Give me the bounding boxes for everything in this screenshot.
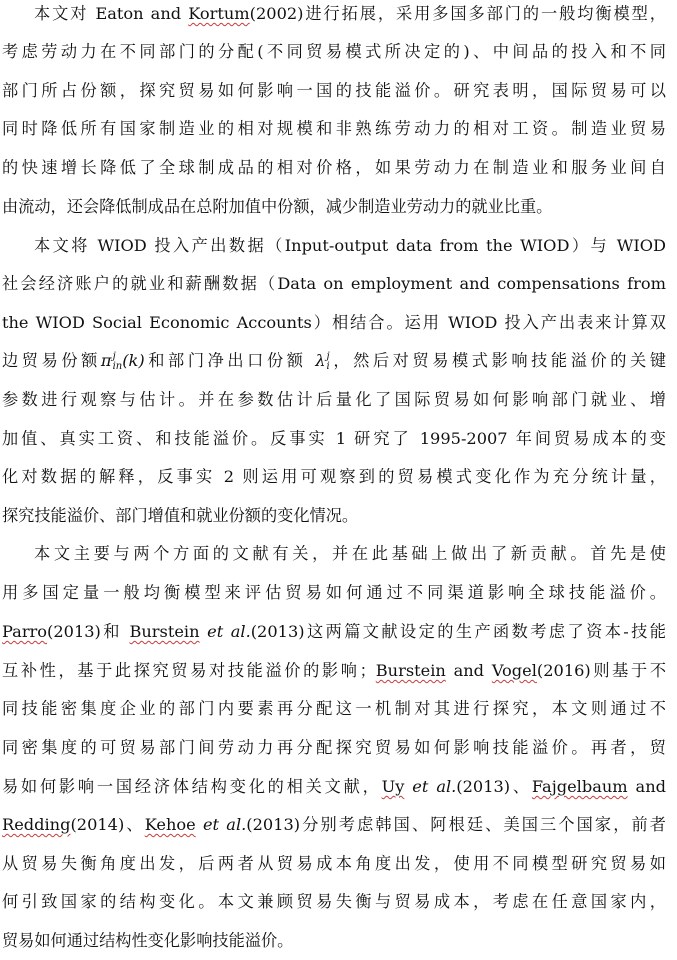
- text-run: 的快速增长降低了全球制成品的相对价格，如果劳动力在制造业和服务业间自: [2, 158, 666, 177]
- paragraph-3-line-6: [2, 729, 666, 767]
- text-run: 互补性，基于此探究贸易对技能溢价的影响；: [2, 661, 376, 680]
- italic-text: et al.: [412, 777, 457, 796]
- text-run: 由流动，还会降低制成品在总附加值中份额，减少制造业劳动力的就业比重。: [2, 197, 553, 216]
- paragraph-1-line-3: [2, 72, 666, 110]
- text-run: the WIOD Social Economic Accounts）相结合。运用 WIOD 投入产出表来计算双: [2, 313, 666, 332]
- formula-subscript: i: [326, 360, 330, 372]
- text-run: 从贸易失衡角度出发，后两者从贸易成本角度出发，使用不同模型研究贸易如: [2, 854, 666, 873]
- text-run: 同时降低所有国家制造业的相对规模和非熟练劳动力的相对工资。制造业贸易: [2, 119, 666, 138]
- italic-text: et al.: [202, 815, 247, 834]
- paragraph-2-line-1: [34, 227, 666, 265]
- text-run: (2013)这两篇文献设定的生产函数考虑了资本-技能: [250, 622, 666, 641]
- text-run: (2013)、: [456, 777, 532, 796]
- text-run: 何引致国家的结构变化。本文兼顾贸易失衡与贸易成本，考虑在任意国家内，: [2, 892, 666, 911]
- text-run: 本文主要与两个方面的文献有关，并在此基础上做出了新贡献。首先是使: [34, 544, 666, 563]
- spellcheck-word: Kehoe: [144, 815, 196, 834]
- spellcheck-word: Burstein: [375, 661, 446, 680]
- paragraph-2-line-6: [2, 420, 666, 458]
- spellcheck-word: Burstein: [129, 622, 200, 641]
- paragraph-1-line-6: [2, 188, 666, 226]
- formula-subscript: in: [112, 360, 123, 372]
- paragraph-3-line-9: [2, 845, 666, 883]
- paragraph-2-line-8: [2, 497, 666, 535]
- text-run: (2016)则基于不: [536, 661, 666, 680]
- formula-superscript: j: [326, 350, 330, 362]
- italic-text: et al.: [207, 622, 251, 641]
- paragraph-3-line-7: [2, 768, 666, 806]
- text-run: (2002)进行拓展，采用多国多部门的一般均衡模型，: [249, 4, 666, 23]
- trade-share-formula: [101, 351, 145, 370]
- spellcheck-word: Vogel: [491, 661, 537, 680]
- paragraph-2-line-2: [2, 265, 666, 303]
- text-run: 化对数据的解释，反事实 2 则运用可观察到的贸易模式变化作为充分统计量，: [2, 467, 666, 486]
- text-run: 社会经济账户的就业和薪酬数据（Data on employment and compensations from: [2, 274, 666, 293]
- text-run: [196, 815, 203, 834]
- spellcheck-word: Uy: [381, 777, 405, 796]
- text-run: 加值、真实工资、和技能溢价。反事实 1 研究了 1995-2007 年间贸易成本的变: [2, 429, 666, 448]
- paragraph-3-line-4: [2, 652, 666, 690]
- text-run: and: [627, 777, 666, 796]
- paragraph-1-line-4: [2, 110, 666, 148]
- formula-base: π: [100, 351, 112, 370]
- text-run: 易如何影响一国经济体结构变化的相关文献，: [2, 777, 382, 796]
- paragraph-2-line-4: [2, 342, 666, 380]
- text-run: 参数进行观察与估计。并在参数估计后量化了国际贸易如何影响部门就业、增: [2, 390, 666, 409]
- text-run: ，然后对贸易模式影响技能溢价的关键: [329, 351, 666, 370]
- paragraph-3-line-10: [2, 883, 666, 921]
- spellcheck-word: Redding: [2, 815, 71, 834]
- text-run: 同技能密集度企业的部门内要素再分配这一机制对其进行探究，本文则通过不: [2, 699, 666, 718]
- text-run: 边贸易份额: [2, 351, 101, 370]
- text-run: and: [445, 661, 492, 680]
- text-run: 本文将 WIOD 投入产出数据（Input-output data from the WIOD）与 WIOD: [34, 236, 666, 255]
- spellcheck-word: Fajgelbaum: [531, 777, 628, 796]
- formula-superscript: j: [112, 350, 116, 362]
- formula-argument: (k): [122, 351, 145, 370]
- paragraph-3-line-8: [2, 806, 666, 844]
- text-run: (2013)分别考虑韩国、阿根廷、美国三个国家，前者: [246, 815, 666, 834]
- formula-base: λ: [315, 351, 326, 370]
- text-run: (2014)、: [70, 815, 145, 834]
- paragraph-3-line-11: [2, 922, 666, 960]
- text-run: (2013)和: [47, 622, 130, 641]
- text-run: 和部门净出口份额: [144, 351, 316, 370]
- paragraph-1-line-1: [34, 0, 666, 33]
- text-run: 考虑劳动力在不同部门的分配(不同贸易模式所决定的)、中间品的投入和不同: [2, 42, 666, 61]
- text-run: 探究技能溢价、部门增值和就业份额的变化情况。: [2, 506, 359, 525]
- paragraph-1-line-5: [2, 149, 666, 187]
- paragraph-3-line-1: [34, 535, 666, 573]
- paragraph-1-line-2: [2, 33, 666, 71]
- paragraph-3-line-5: [2, 690, 666, 728]
- text-run: 同密集度的可贸易部门间劳动力再分配探究贸易如何影响技能溢价。再者，贸: [2, 738, 666, 757]
- spellcheck-word: Parro: [2, 622, 48, 641]
- text-run: 本文对 Eaton and: [34, 4, 189, 23]
- paragraph-3-line-2: [2, 574, 666, 612]
- text-run: 部门所占份额，探究贸易如何影响一国的技能溢价。研究表明，国际贸易可以: [2, 81, 666, 100]
- text-run: 贸易如何通过结构性变化影响技能溢价。: [2, 931, 294, 950]
- spellcheck-word: Kortum: [188, 4, 250, 23]
- paragraph-2-line-5: [2, 381, 666, 419]
- paragraph-3-line-3: [2, 613, 666, 651]
- text-run: [200, 622, 208, 641]
- paragraph-2-line-7: [2, 458, 666, 496]
- paragraph-2-line-3: [2, 304, 666, 342]
- text-run: 用多国定量一般均衡模型来评估贸易如何通过不同渠道影响全球技能溢价。: [2, 583, 666, 602]
- net-export-share-formula: [315, 351, 329, 370]
